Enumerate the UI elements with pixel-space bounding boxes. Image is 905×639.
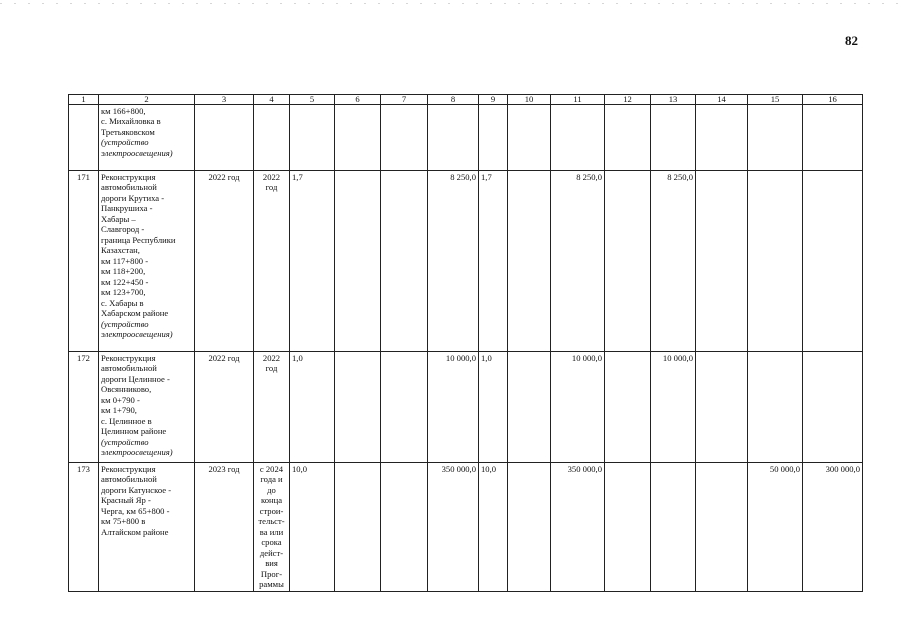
- value-text: 50 000,0: [769, 464, 800, 474]
- value-cell-col-3: [195, 171, 254, 352]
- object-name-cell: [99, 463, 195, 592]
- value-text: 350 000,0: [567, 464, 602, 474]
- value-cell-col-10: [508, 171, 551, 352]
- value-text: 10 000,0: [662, 353, 693, 363]
- column-header: 15: [748, 95, 803, 105]
- value-text: 1,7: [481, 172, 492, 182]
- value-text: 1,0: [481, 353, 492, 363]
- value-cell-col-9: [479, 463, 508, 592]
- column-header: 2: [99, 95, 195, 105]
- value-cell-col-11: [551, 171, 605, 352]
- value-cell-col-5: [290, 352, 335, 463]
- value-text: 300 000,0: [825, 464, 860, 474]
- column-header: 6: [335, 95, 381, 105]
- value-cell-col-12: [605, 171, 651, 352]
- value-text: 2022 год: [208, 172, 240, 182]
- value-cell-col-14: [696, 352, 748, 463]
- table-row: [69, 171, 863, 352]
- object-name-text: Реконструкция автомобильной дороги Крутиха - Панкрушиха - Хабары – Славгород - граница Республики Казахстан, км 117+800 - км 118+200, км 122+450 - км 123+700, с. Хабары в Хабарском районе: [101, 172, 176, 319]
- value-cell-col-7: [381, 352, 428, 463]
- value-text: 2022 год: [262, 172, 281, 193]
- value-cell-col-12: [605, 105, 651, 171]
- value-cell-col-4: [254, 352, 290, 463]
- value-text: с 2024 года и до конца строи- тельст- ва или срока дейст- вия Прог- раммы: [258, 464, 285, 590]
- value-text: 10 000,0: [571, 353, 602, 363]
- value-text: 350 000,0: [441, 464, 476, 474]
- value-cell-col-14: [696, 171, 748, 352]
- column-header: 13: [651, 95, 696, 105]
- column-header: 4: [254, 95, 290, 105]
- value-text: 1,7: [292, 172, 303, 182]
- value-cell-col-16: [803, 171, 863, 352]
- value-text: 8 250,0: [667, 172, 693, 182]
- column-header: 16: [803, 95, 863, 105]
- object-note-text: (устройство электроосвещения): [101, 436, 173, 458]
- column-header: 14: [696, 95, 748, 105]
- object-note-text: (устройство электроосвещения): [101, 137, 173, 158]
- value-cell-col-10: [508, 105, 551, 171]
- value-cell-col-5: [290, 171, 335, 352]
- row-number-cell: 173: [69, 463, 99, 592]
- column-header: 9: [479, 95, 508, 105]
- object-name-text: км 166+800, с. Михайловка в Третьяковском: [101, 106, 161, 137]
- value-text: 2022 год: [208, 353, 240, 363]
- value-cell-col-5: [290, 463, 335, 592]
- value-text: 2023 год: [208, 464, 240, 474]
- value-cell-col-7: [381, 171, 428, 352]
- value-cell-col-4: [254, 105, 290, 171]
- value-cell-col-9: [479, 352, 508, 463]
- scan-artifact-line: [0, 3, 905, 4]
- value-cell-col-13: [651, 105, 696, 171]
- value-cell-col-9: [479, 171, 508, 352]
- value-cell-col-15: [748, 171, 803, 352]
- table-header-row: [69, 95, 863, 105]
- row-number-cell: 171: [69, 171, 99, 352]
- program-table: [68, 94, 863, 592]
- value-text: 10 000,0: [445, 353, 476, 363]
- table-row: [69, 105, 863, 171]
- value-cell-col-7: [381, 105, 428, 171]
- value-cell-col-3: [195, 463, 254, 592]
- value-cell-col-6: [335, 105, 381, 171]
- value-cell-col-15: [748, 352, 803, 463]
- value-text: 1,0: [292, 353, 303, 363]
- value-cell-col-7: [381, 463, 428, 592]
- value-cell-col-12: [605, 352, 651, 463]
- value-cell-col-5: [290, 105, 335, 171]
- value-cell-col-8: [428, 463, 479, 592]
- object-name-cell: [99, 105, 195, 171]
- object-name-text: Реконструкция автомобильной дороги Катунское - Красный Яр - Черга, км 65+800 - км 75+800 в Алтайском районе: [101, 464, 172, 537]
- value-cell-col-13: [651, 352, 696, 463]
- table-body: [69, 105, 863, 592]
- table-row: [69, 463, 863, 592]
- value-cell-col-3: [195, 352, 254, 463]
- value-cell-col-10: [508, 463, 551, 592]
- value-cell-col-4: [254, 171, 290, 352]
- value-cell-col-13: [651, 171, 696, 352]
- value-cell-col-11: [551, 463, 605, 592]
- page-number: 82: [845, 33, 858, 48]
- value-text: 10,0: [481, 464, 497, 474]
- column-header: 12: [605, 95, 651, 105]
- value-cell-col-15: [748, 463, 803, 592]
- column-header: 1: [69, 95, 99, 105]
- value-cell-col-8: [428, 171, 479, 352]
- value-cell-col-16: [803, 463, 863, 592]
- value-cell-col-14: [696, 463, 748, 592]
- value-cell-col-16: [803, 105, 863, 171]
- table-row: [69, 352, 863, 463]
- row-number-cell: 172: [69, 352, 99, 463]
- value-cell-col-4: [254, 463, 290, 592]
- object-name-cell: [99, 171, 195, 352]
- column-header: 11: [551, 95, 605, 105]
- row-number-cell: [69, 105, 99, 171]
- value-cell-col-8: [428, 105, 479, 171]
- value-text: 10,0: [292, 464, 308, 474]
- column-header: 5: [290, 95, 335, 105]
- value-cell-col-10: [508, 352, 551, 463]
- column-header: 10: [508, 95, 551, 105]
- object-name-text: Реконструкция автомобильной дороги Целинное - Овсянниково, км 0+790 - км 1+790, с. Целинное в Целинном районе: [101, 353, 170, 437]
- value-cell-col-11: [551, 105, 605, 171]
- value-cell-col-8: [428, 352, 479, 463]
- value-cell-col-15: [748, 105, 803, 171]
- value-text: 2022 год: [262, 353, 281, 374]
- value-cell-col-3: [195, 105, 254, 171]
- value-text: 8 250,0: [576, 172, 602, 182]
- value-cell-col-12: [605, 463, 651, 592]
- value-cell-col-6: [335, 352, 381, 463]
- value-cell-col-14: [696, 105, 748, 171]
- value-cell-col-6: [335, 171, 381, 352]
- value-cell-col-6: [335, 463, 381, 592]
- object-name-cell: [99, 352, 195, 463]
- value-cell-col-16: [803, 352, 863, 463]
- value-cell-col-13: [651, 463, 696, 592]
- column-header: 3: [195, 95, 254, 105]
- value-cell-col-9: [479, 105, 508, 171]
- value-cell-col-11: [551, 352, 605, 463]
- column-header: 8: [428, 95, 479, 105]
- column-header: 7: [381, 95, 428, 105]
- value-text: 8 250,0: [450, 172, 476, 182]
- object-note-text: (устройство электроосвещения): [101, 318, 173, 340]
